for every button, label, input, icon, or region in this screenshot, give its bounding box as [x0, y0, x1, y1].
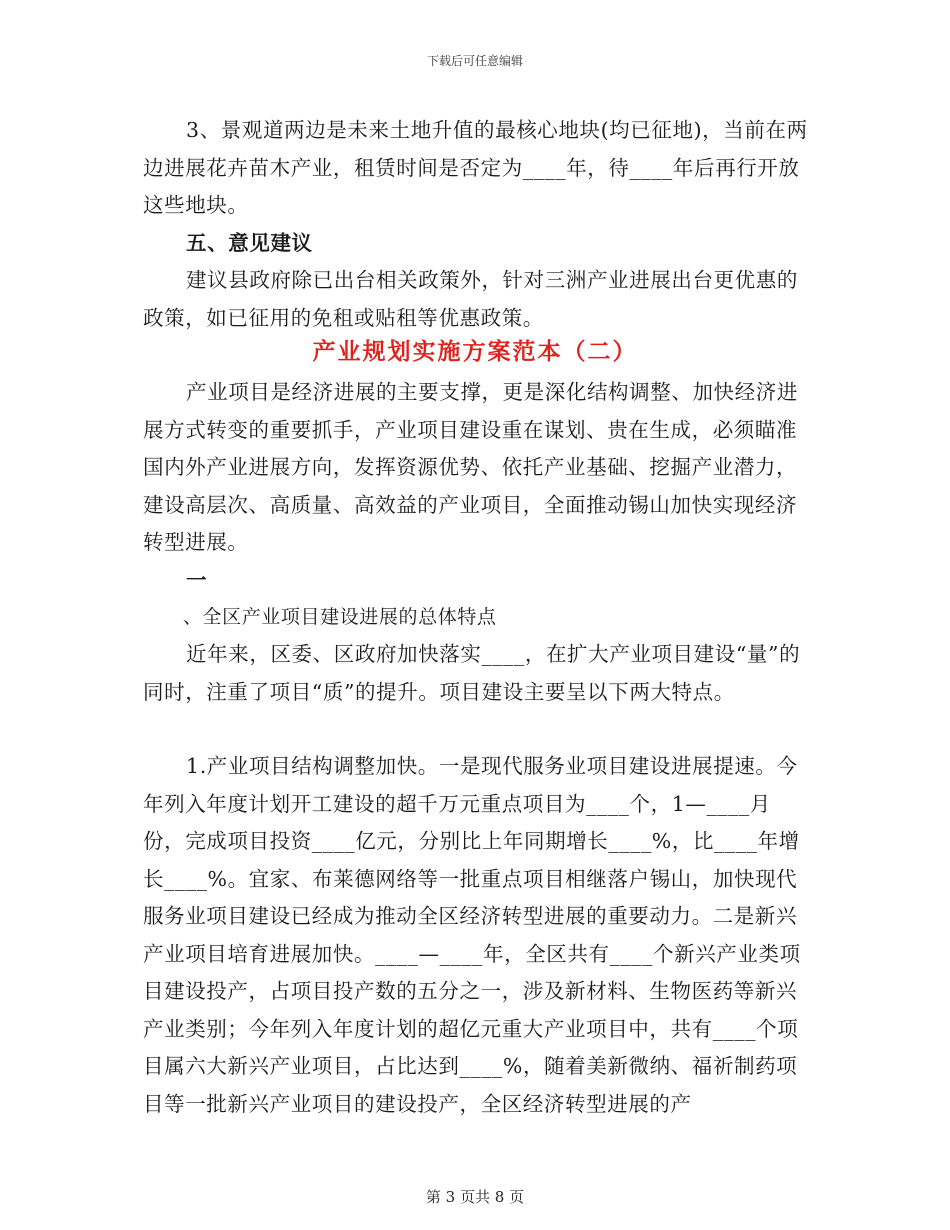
- section-heading-features: 、全区产业项目建设进展的总体特点: [182, 606, 497, 628]
- paragraph-landscape-road: 3、景观道两边是未来土地升值的最核心地块(均已征地)，当前在两边进展花卉苗木产业，租赁时间是否定为____年，待____年后再行开放这些地块。: [143, 118, 808, 217]
- paragraph-intro: 产业项目是经济进展的主要支撑，更是深化结构调整、加快经济进展方式转变的重要抓手，产业项目建设重在谋划、贵在生成，必须瞄准国内外产业进展方向，发挥资源优势、依托产业基础、挖掘产业潜力，建设高层次、高质量、高效益的产业项目，全面推动锡山加快实现经济转型进展。: [143, 380, 798, 554]
- page-footer: 第 3 页共 8 页: [425, 1188, 525, 1206]
- paragraph-overview: 近年来，区委、区政府加快落实____，在扩大产业项目建设“量”的同时，注重了项目“质”的提升。项目建设主要呈以下两大特点。: [143, 642, 801, 704]
- section-number: 一: [186, 568, 208, 592]
- document-title: 产业规划实施方案范本（二）: [312, 338, 638, 365]
- page-header: 下载后可任意编辑: [426, 54, 523, 68]
- paragraph-structure: 1.产业项目结构调整加快。一是现代服务业项目建设进展提速。今年列入年度计划开工建设的超千万元重点项目为____个，1—____月份，完成项目投资____亿元，分别比上年同期增长____%，比____年增长____%。宜家、布莱德网络等一批重点项目相继落户锡山，加快现代服务业项目建设已经成为推动全区经济转型进展的重要动力。二是新兴产业项目培育进展加快。____—____年，全区共有____个新兴产业类项目建设投产，占项目投产数的五分之一，涉及新材料、生物医药等新兴产业类别；今年列入年度计划的超亿元重大产业项目中，共有____个项目属六大新兴产业项目，占比达到____%，随着美新微纳、福祈制药项目等一批新兴产业项目的建设投产，全区经济转型进展的产: [143, 754, 801, 1116]
- paragraph-suggestion: 建议县政府除已出台相关政策外，针对三洲产业进展出台更优惠的政策，如已征用的免租或贴租等优惠政策。: [143, 268, 798, 330]
- section-heading-suggestions: 五、意见建议: [186, 231, 313, 255]
